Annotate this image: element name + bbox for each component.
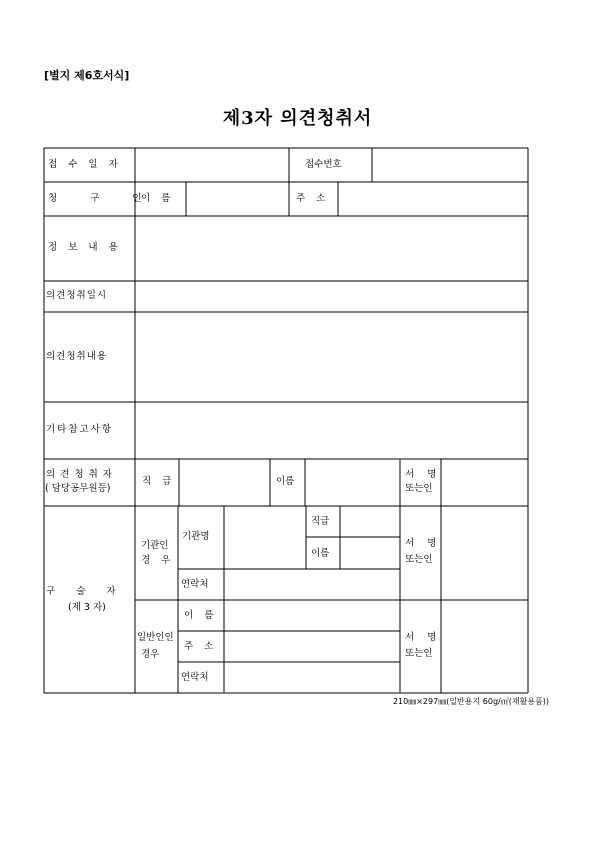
- listener-rank-label: 직 급: [142, 476, 172, 487]
- org-name-label: 기관명: [182, 531, 210, 542]
- requester-name-label: 이 름: [141, 193, 171, 204]
- hearing-date-label: 의견청취일시: [46, 290, 108, 301]
- org-rank-label: 직급: [311, 516, 330, 527]
- receipt-number-label: 접수번호: [305, 159, 342, 170]
- form-number-label: [별지 제6호서식]: [44, 69, 130, 82]
- individual-name-label: 이 름: [184, 610, 214, 621]
- individual-contact-label: 연락처: [181, 672, 209, 683]
- org-contact-label: 연락처: [181, 579, 209, 590]
- requester-label: 청 구 인: [48, 193, 142, 204]
- listener-label: 의 견 청 취 자: [46, 469, 112, 480]
- other-notes-label: 기타참고사항: [46, 424, 114, 435]
- individual-case-label: 일반인인: [137, 632, 174, 643]
- info-content-label: 정 보 내 용: [48, 242, 118, 253]
- requester-address-label: 주 소: [296, 193, 326, 204]
- listener-seal-label: 또는인: [405, 483, 433, 494]
- individual-address-label: 주 소: [184, 641, 214, 652]
- org-person-name-label: 이름: [311, 548, 330, 559]
- listener-sublabel: ( 담당공무원등): [45, 483, 111, 494]
- statement-sublabel: (제 3 자): [68, 602, 106, 613]
- org-seal-label: 또는인: [405, 554, 433, 565]
- org-sign-label: 서 명: [405, 538, 437, 549]
- listener-name-label: 이름: [276, 476, 295, 487]
- document-title: 제3자 의견청취서: [222, 108, 373, 129]
- individual-sign-label: 서 명: [405, 632, 437, 643]
- institution-case-label: 기관인: [141, 540, 169, 551]
- individual-seal-label: 또는인: [405, 648, 433, 659]
- listener-sign-label: 서 명: [405, 469, 437, 480]
- receipt-date-label: 접 수 일 자: [48, 159, 118, 170]
- institution-case-sublabel: 경 우: [141, 555, 171, 566]
- statement-label: 구 술 자: [46, 586, 116, 597]
- hearing-content-label: 의견청취내용: [46, 351, 108, 362]
- paper-spec-footer: 210㎜×297㎜(일반용지 60g/㎡(재활용품)): [392, 697, 549, 706]
- individual-case-sublabel: 경우: [141, 649, 160, 660]
